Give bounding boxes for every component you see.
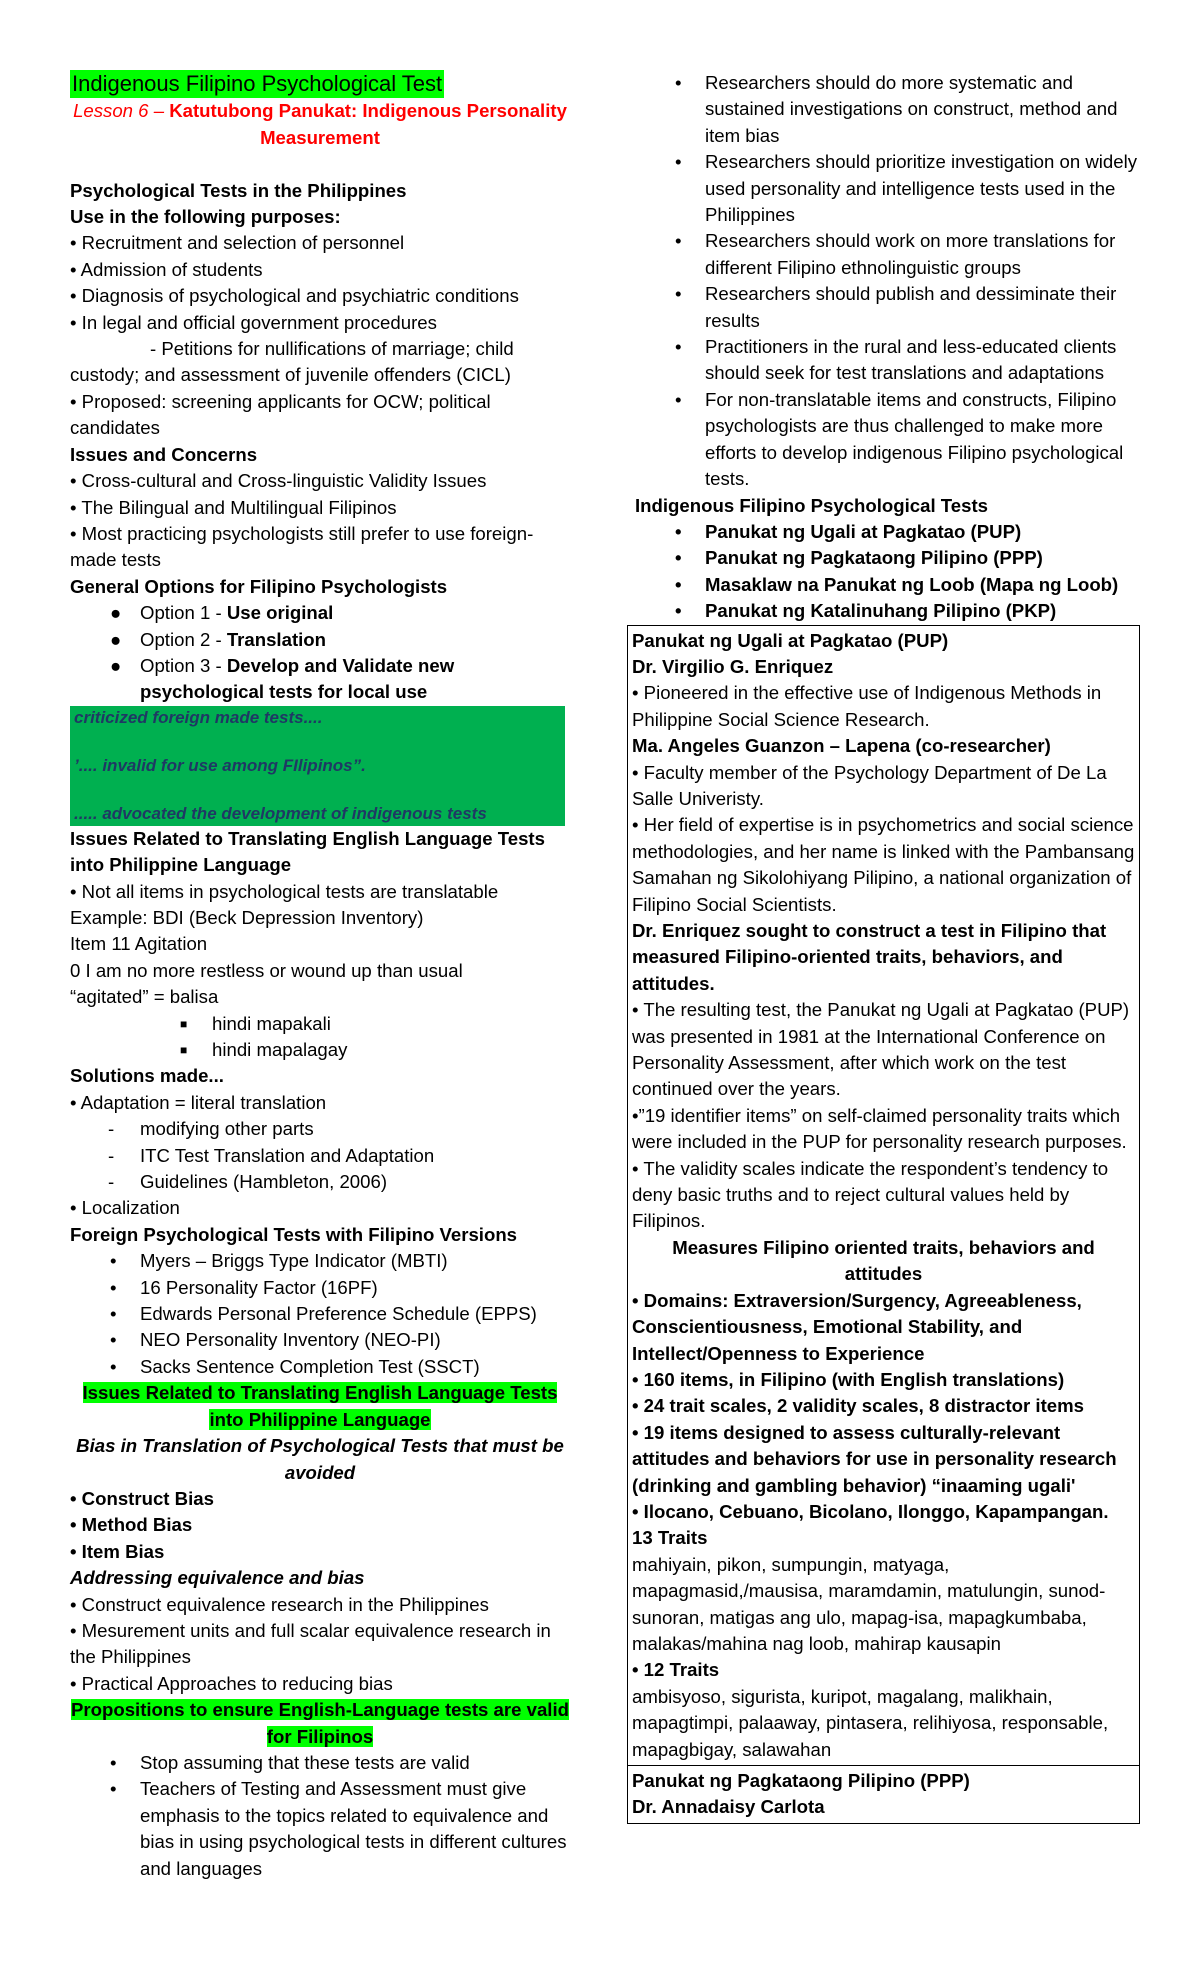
highlighted-heading <box>70 1724 570 1750</box>
proposition: Researchers should publish and dessiminate their results <box>705 283 1117 331</box>
list-item: • Her field of expertise is in psychometrics and social science methodologies, and her name is linked with the Pambansang Samahan ng Sikolohiyang Pilipino, a national organization of Filipino Social Scientists. <box>632 814 1135 915</box>
list-item: • 160 items, in Filipino (with English translations) <box>632 1368 1065 1390</box>
list-item: • Stop assuming that these tests are valid <box>110 1751 470 1773</box>
document-title: Indigenous Filipino Psychological Test <box>72 71 443 96</box>
option-label: Option 3 - <box>140 654 227 676</box>
highlighted-heading <box>70 1380 570 1406</box>
list-item: • Construct equivalence research in the Philippines <box>70 1593 489 1615</box>
right-column <box>632 70 1140 1824</box>
list-item: • Edwards Personal Preference Schedule (EPPS) <box>110 1303 537 1325</box>
list-item: • Localization <box>70 1197 180 1219</box>
list-item: • Adaptation = literal translation <box>70 1091 327 1113</box>
list-item: • Researchers should do more systematic and sustained investigations on construct, method and item bias <box>675 72 1118 146</box>
callout-line: criticized foreign made tests.... <box>74 707 323 727</box>
test-name: Edwards Personal Preference Schedule (EPPS) <box>140 1303 537 1325</box>
list-item: 0 I am no more restless or wound up than usual <box>70 959 463 981</box>
list-item: • Practitioners in the rural and less-educated clients should seek for test translations and adaptations <box>675 336 1117 384</box>
list-item: • Domains: Extraversion/Surgency, Agreeableness, Conscientiousness, Emotional Stability, and Intellect/Openness to Experience <box>632 1289 1082 1364</box>
lesson-title: Katutubong Panukat: Indigenous Personality Measurement <box>169 100 567 148</box>
section-heading: Solutions made... <box>70 1065 224 1087</box>
proposition: Stop assuming that these tests are valid <box>140 1751 470 1773</box>
option-value: Develop and Validate new psychological tests for local use <box>140 654 455 703</box>
callout-box <box>70 706 565 826</box>
list-item: • The Bilingual and Multilingual Filipinos <box>70 496 397 518</box>
highlighted-heading <box>70 1697 570 1723</box>
option-value: Use original <box>226 602 334 624</box>
option-label: Option 2 - <box>140 628 227 650</box>
author: Dr. Annadaisy Carlota <box>632 1796 825 1818</box>
left-column <box>70 70 570 1882</box>
list-item: •”19 identifier items” on self-claimed personality traits which were included in the PUP for personality research purposes. <box>632 1104 1127 1153</box>
test-name: Panukat ng Katalinuhang Pilipino (PKP) <box>705 600 1057 622</box>
proposition: Practitioners in the rural and less-educated clients should seek for test translations and adaptations <box>705 336 1117 384</box>
list-item: - modifying other parts <box>108 1118 314 1140</box>
section-heading: Issues and Concerns <box>70 443 258 465</box>
list-item: • Researchers should work on more translations for different Filipino ethnolinguistic groups <box>675 230 1116 278</box>
callout-line: ..... advocated the development of indigenous tests <box>74 803 487 823</box>
list-item: Item 11 Agitation <box>70 933 208 955</box>
ppp-box <box>627 1766 1140 1824</box>
list-item: • Ilocano, Cebuano, Bicolano, Ilonggo, Kapampangan. <box>632 1500 1109 1522</box>
list-item: • Panukat ng Ugali at Pagkatao (PUP) <box>675 520 1022 542</box>
list-item: • Researchers should prioritize investigation on widely used personality and intelligence tests used in the Philippines <box>675 151 1138 226</box>
traits-label: • 12 Traits <box>632 1659 720 1681</box>
section-subheading: Bias in Translation of Psychological Tests that must be avoided <box>76 1435 564 1483</box>
list-item: • Panukat ng Pagkataong Pilipino (PPP) <box>675 547 1043 569</box>
test-name: Panukat ng Pagkataong Pilipino (PPP) <box>705 547 1043 569</box>
list-item: - Guidelines (Hambleton, 2006) <box>108 1171 388 1193</box>
list-item: • Teachers of Testing and Assessment must give emphasis to the topics related to equivalence and bias in using psychological tests in different cultures and languages <box>110 1778 567 1879</box>
list-item: • Not all items in psychological tests are translatable <box>70 880 499 902</box>
section-heading: Indigenous Filipino Psychological Tests <box>635 494 988 516</box>
proposition: Teachers of Testing and Assessment must give emphasis to the topics related to equivalence and bias in using psychological tests in different cultures and languages <box>140 1778 567 1879</box>
list-item: ● Option 2 - Translation <box>110 628 327 650</box>
list-item: “agitated” = balisa <box>70 986 219 1008</box>
proposition: Researchers should prioritize investigation on widely used personality and intelligence tests used in the Philippines <box>705 151 1138 226</box>
section-subheading: Measures Filipino oriented traits, behaviors and attitudes <box>672 1236 1095 1285</box>
list-item: ● Option 3 - Develop and Validate new psychological tests for local use <box>110 654 455 703</box>
proposition: For non-translatable items and constructs, Filipino psychologists are thus challenged to make more efforts to develop indigenous Filipino psychological tests. <box>705 388 1124 490</box>
callout-line: ’.... invalid for use among FIlipinos”. <box>74 755 366 775</box>
test-name: Myers – Briggs Type Indicator (MBTI) <box>140 1250 448 1272</box>
list-item: • Diagnosis of psychological and psychiatric conditions <box>70 285 519 307</box>
sub-item: hindi mapalagay <box>212 1039 348 1060</box>
list-item: • 19 items designed to assess culturally-relevant attitudes and behaviors for use in personality research (drinking and gambling behavior) “inaaming ugali' <box>632 1421 1117 1496</box>
traits-list: mahiyain, pikon, sumpungin, matyaga, mapagmasid,/mausisa, maramdamin, matulungin, sunod- sunoran, matigas ang ulo, mapag-isa, mapagkumbaba, malakas/mahina nag loob, mahirap kausapin <box>632 1553 1106 1654</box>
list-item: • Cross-cultural and Cross-linguistic Validity Issues <box>70 470 487 492</box>
list-item: • NEO Personality Inventory (NEO-PI) <box>110 1329 441 1351</box>
traits-label: 13 Traits <box>632 1527 708 1549</box>
lesson-heading <box>70 98 570 151</box>
list-item: • Recruitment and selection of personnel <box>70 232 405 254</box>
section-heading: Issues Related to Translating English Language Tests into Philippine Language <box>70 827 545 876</box>
author: Ma. Angeles Guanzon – Lapena (co-researcher) <box>632 735 1051 757</box>
list-item: - ITC Test Translation and Adaptation <box>108 1144 435 1166</box>
list-item: • Researchers should publish and dessiminate their results <box>675 283 1117 331</box>
list-item: • Faculty member of the Psychology Department of De La Salle Univeristy. <box>632 761 1107 809</box>
author: Dr. Virgilio G. Enriquez <box>632 655 834 677</box>
highlighted-heading <box>70 1407 570 1433</box>
list-item: • Sacks Sentence Completion Test (SSCT) <box>110 1355 480 1377</box>
test-name: Panukat ng Ugali at Pagkatao (PUP) <box>705 520 1022 542</box>
statement: Dr. Enriquez sought to construct a test in Filipino that measured Filipino-oriented traits, behaviors, and attitudes. <box>632 920 1107 994</box>
list-item: • 16 Personality Factor (16PF) <box>110 1276 378 1298</box>
section-heading: Foreign Psychological Tests with Filipino Versions <box>70 1223 518 1245</box>
dash-item: Guidelines (Hambleton, 2006) <box>140 1171 388 1193</box>
section-subheading: Use in the following purposes: <box>70 206 341 228</box>
list-item: • Myers – Briggs Type Indicator (MBTI) <box>110 1250 448 1272</box>
list-item: • The resulting test, the Panukat ng Ugali at Pagkatao (PUP) was presented in 1981 at the International Conference on Personality Assessment, after which work on the test continued over the years. <box>632 999 1130 1100</box>
list-item: • In legal and official government procedures <box>70 311 437 333</box>
heading-line: into Philippine Language <box>209 1408 431 1430</box>
list-item: ● Option 1 - Use original <box>110 602 334 624</box>
list-item: • Item Bias <box>70 1540 165 1562</box>
list-item: • Practical Approaches to reducing bias <box>70 1672 393 1694</box>
list-item: • Construct Bias <box>70 1487 214 1509</box>
list-item: • For non-translatable items and constructs, Filipino psychologists are thus challenged to make more efforts to develop indigenous Filipino psychological tests. <box>675 388 1124 490</box>
list-item: • Admission of students <box>70 258 263 280</box>
list-item: • The validity scales indicate the respondent’s tendency to deny basic truths and to reject cultural values held by Filipinos. <box>632 1157 1109 1232</box>
list-item: Example: BDI (Beck Depression Inventory) <box>70 906 424 928</box>
list-item: • Masaklaw na Panukat ng Loob (Mapa ng Loob) <box>675 573 1119 595</box>
list-item: • Mesurement units and full scalar equivalence research in the Philippines <box>70 1619 551 1668</box>
sub-item: hindi mapakali <box>212 1012 331 1034</box>
heading-line: Issues Related to Translating English Language Tests <box>82 1382 558 1404</box>
proposition: Researchers should work on more translations for different Filipino ethnolinguistic groups <box>705 230 1116 278</box>
test-name: NEO Personality Inventory (NEO-PI) <box>140 1329 441 1351</box>
list-item: • Panukat ng Katalinuhang Pilipino (PKP) <box>675 600 1057 622</box>
heading-line: for Filipinos <box>266 1725 374 1747</box>
box-title: Panukat ng Ugali at Pagkatao (PUP) <box>632 629 949 651</box>
list-item: • Method Bias <box>70 1514 193 1536</box>
pup-box <box>627 625 1140 1766</box>
list-item: - Petitions for nullifications of marriage; child <box>150 338 514 360</box>
list-item: ■ hindi mapalagay <box>180 1039 348 1060</box>
proposition: Researchers should do more systematic and sustained investigations on construct, method and item bias <box>705 72 1118 146</box>
option-label: Option 1 - <box>140 602 227 624</box>
section-heading: Psychological Tests in the Philippines <box>70 179 407 201</box>
section-heading: Addressing equivalence and bias <box>70 1567 365 1589</box>
lesson-number: Lesson 6 – <box>73 100 170 122</box>
dash-item: modifying other parts <box>140 1118 314 1140</box>
test-name: Masaklaw na Panukat ng Loob (Mapa ng Loob) <box>705 573 1119 595</box>
list-item: ■ hindi mapakali <box>180 1012 331 1034</box>
list-item: • Pioneered in the effective use of Indigenous Methods in Philippine Social Science Research. <box>632 682 1102 730</box>
heading-line: Propositions to ensure English-Language tests are valid <box>70 1699 569 1721</box>
box-title: Panukat ng Pagkataong Pilipino (PPP) <box>632 1770 970 1791</box>
option-value: Translation <box>226 628 327 650</box>
test-name: 16 Personality Factor (16PF) <box>140 1276 378 1298</box>
traits-list: ambisyoso, sigurista, kuripot, magalang, malikhain, mapagtimpi, palaaway, pintasera, relihiyosa, responsable, mapagbigay, salawahan <box>632 1685 1109 1760</box>
list-item: custody; and assessment of juvenile offenders (CICL) <box>70 364 511 386</box>
list-item: • 24 trait scales, 2 validity scales, 8 distractor items <box>632 1395 1084 1417</box>
dash-item: ITC Test Translation and Adaptation <box>140 1144 435 1166</box>
test-name: Sacks Sentence Completion Test (SSCT) <box>140 1355 480 1377</box>
section-heading: General Options for Filipino Psychologists <box>70 575 448 597</box>
list-item: • Most practicing psychologists still prefer to use foreign- made tests <box>70 522 534 571</box>
list-item: • Proposed: screening applicants for OCW; political candidates <box>70 390 491 439</box>
